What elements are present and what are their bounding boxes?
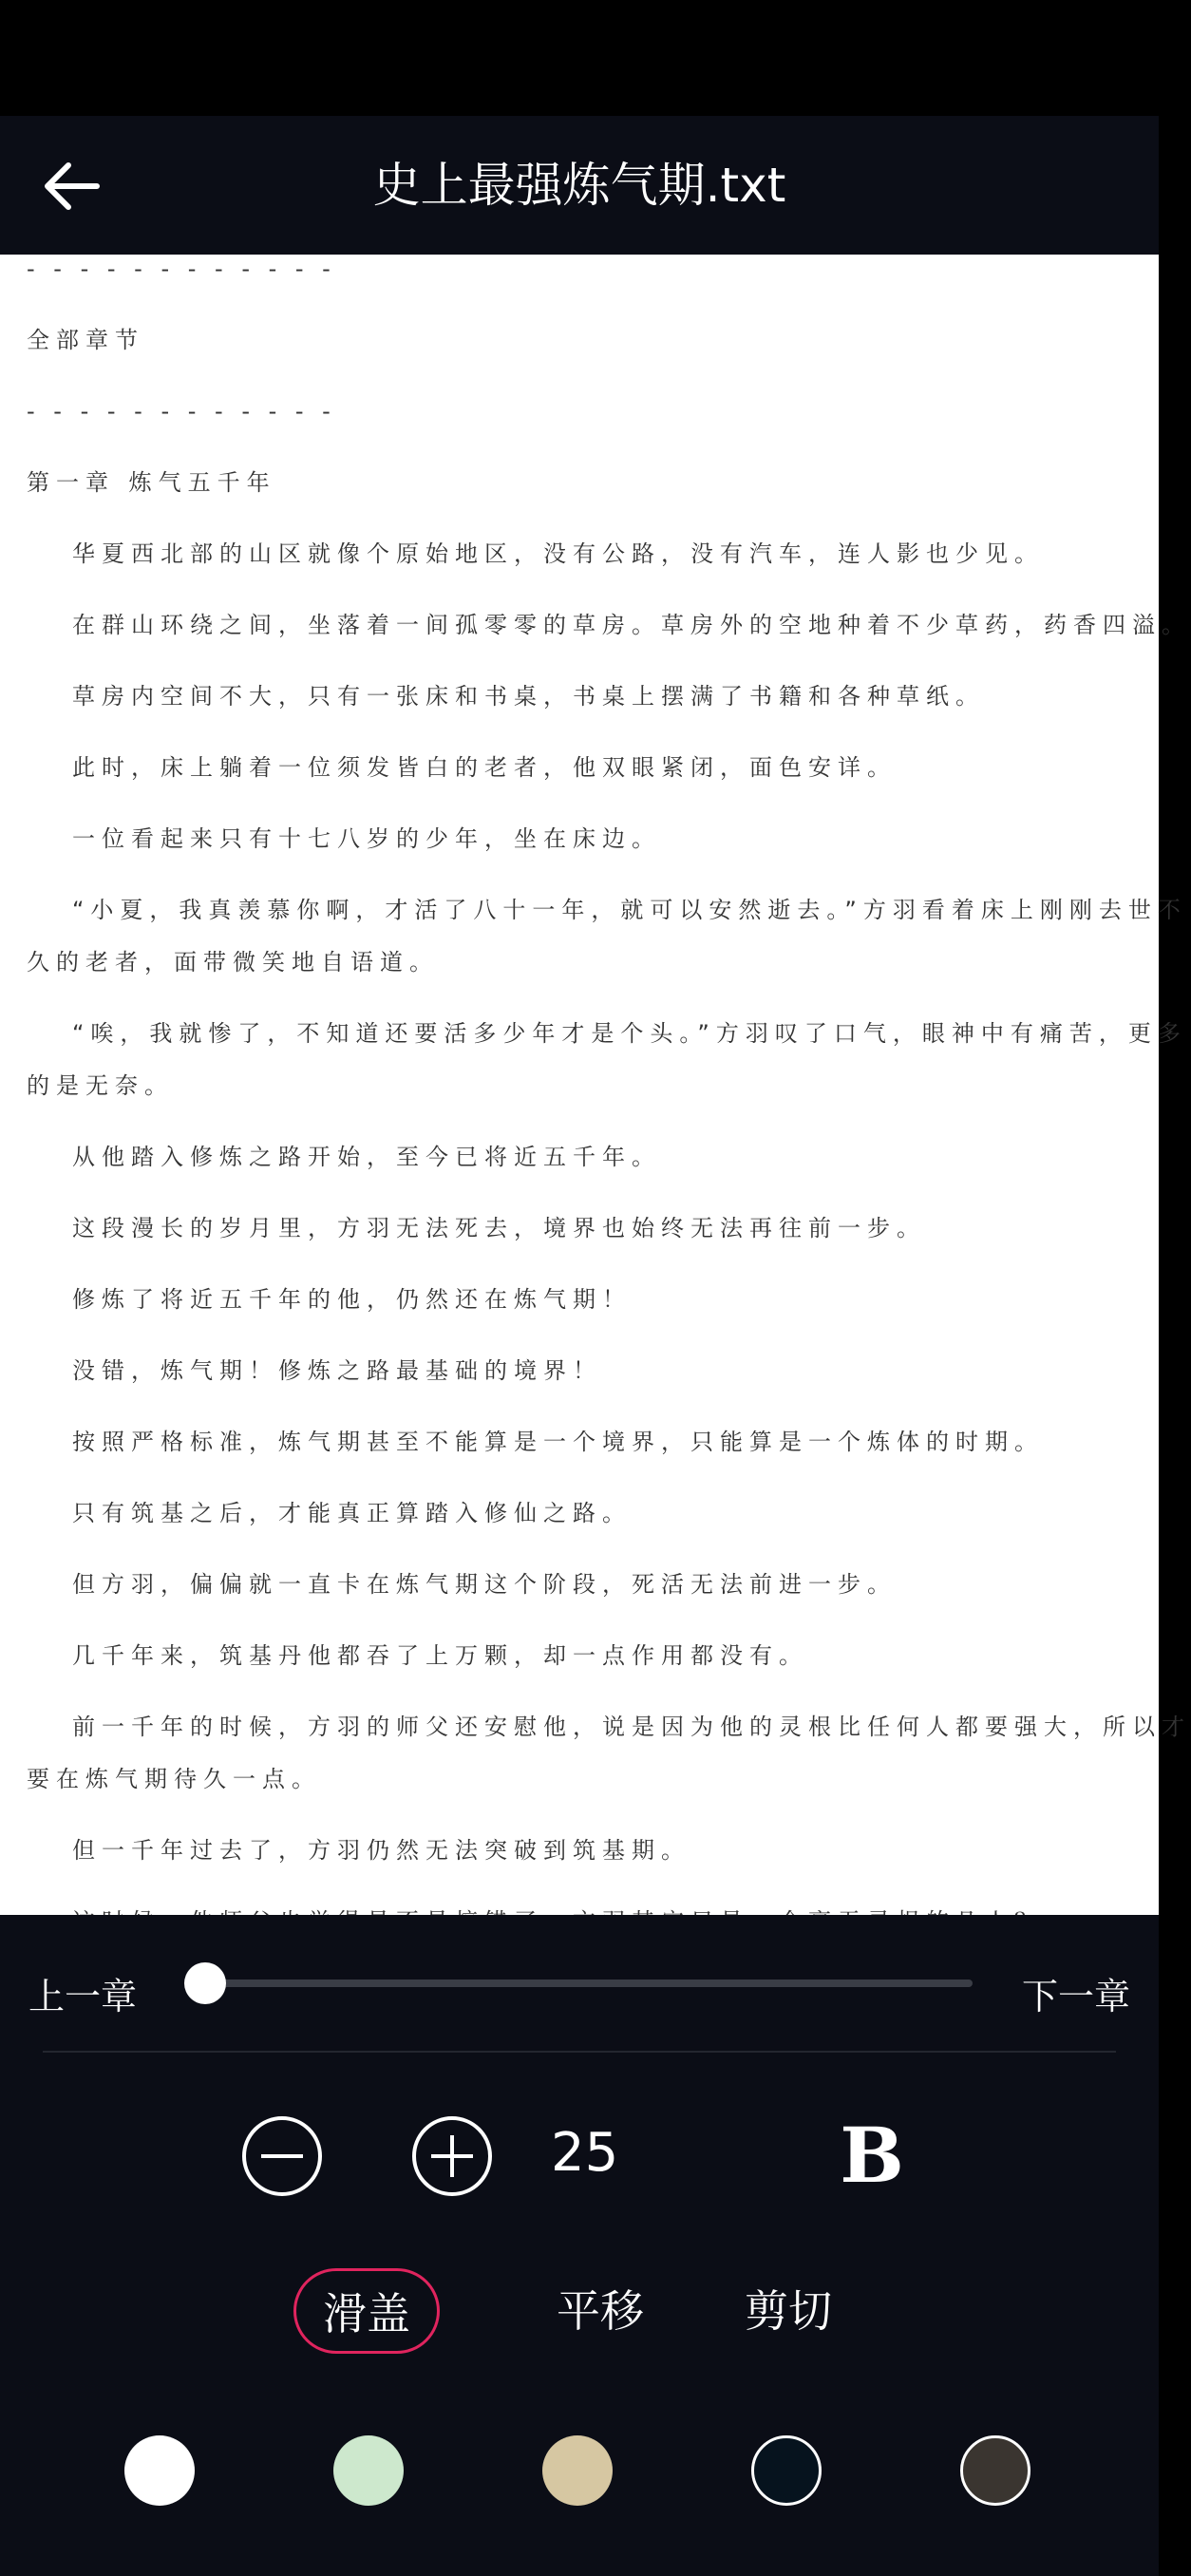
divider: [43, 2051, 1116, 2053]
theme-green-swatch[interactable]: [333, 2435, 404, 2506]
reading-settings-panel: [0, 1915, 1159, 2576]
page-anim-cut[interactable]: 剪切: [745, 2285, 832, 2337]
text-line: 没错，炼气期！修炼之路最基础的境界！: [72, 1357, 602, 1384]
text-line: 一位看起来只有十七八岁的少年，坐在床边。: [72, 825, 661, 852]
page-anim-slide-cover[interactable]: 滑盖: [293, 2268, 440, 2354]
text-line: 几千年来，筑基丹他都吞了上万颗，却一点作用都没有。: [72, 1642, 808, 1669]
text-line: “小夏，我真羡慕你啊，才活了八十一年，就可以安然逝去。”方羽看着床上刚刚去世不: [72, 897, 1187, 923]
status-bar: [0, 0, 1159, 116]
chapter-progress-slider[interactable]: [201, 1979, 973, 1987]
theme-dark-brown-swatch[interactable]: [960, 2435, 1030, 2506]
text-line: 华夏西北部的山区就像个原始地区，没有公路，没有汽车，连人影也少见。: [72, 540, 1044, 567]
text-line: 在群山环绕之间，坐落着一间孤零零的草房。草房外的空地种着不少草药，药香四溢。: [72, 612, 1191, 638]
back-arrow-icon[interactable]: [38, 152, 106, 220]
separator-line: - - - - - - - - - - - -: [27, 398, 336, 425]
plus-circle-icon[interactable]: [410, 2114, 494, 2198]
text-line: 这段漫长的岁月里，方羽无法死去，境界也始终无法再往前一步。: [72, 1215, 926, 1241]
text-line: 的是无奈。: [27, 1072, 174, 1099]
text-line: 久的老者，面带微笑地自语道。: [27, 949, 439, 975]
font-size-value: 25: [551, 2122, 619, 2184]
next-chapter-button[interactable]: 下一章: [1021, 1976, 1130, 2017]
text-line: 全部章节: [27, 327, 144, 353]
separator-line: - - - - - - - - - - - -: [27, 256, 336, 282]
minus-circle-icon[interactable]: [240, 2114, 324, 2198]
text-line: 第一章 炼气五千年: [27, 469, 276, 496]
text-line: 此时，床上躺着一位须发皆白的老者，他双眼紧闭，面色安详。: [72, 754, 897, 781]
chapter-text: [0, 234, 1191, 1958]
book-title: 史上最强炼气期.txt: [372, 158, 786, 213]
prev-chapter-button[interactable]: 上一章: [28, 1976, 138, 2017]
theme-white-swatch[interactable]: [124, 2435, 195, 2506]
theme-tan-swatch[interactable]: [542, 2435, 613, 2506]
slider-handle[interactable]: [184, 1962, 226, 2004]
text-line: 只有筑基之后，才能真正算踏入修仙之路。: [72, 1500, 632, 1526]
text-line: 前一千年的时候，方羽的师父还安慰他，说是因为他的灵根比任何人都要强大，所以才: [72, 1714, 1191, 1740]
text-line: 要在炼气期待久一点。: [27, 1766, 321, 1792]
theme-dark-blue-swatch[interactable]: [751, 2435, 822, 2506]
text-line: 修炼了将近五千年的他，仍然还在炼气期！: [72, 1286, 632, 1313]
reading-area[interactable]: [0, 255, 1191, 1915]
text-line: 但一千年过去了，方羽仍然无法突破到筑基期。: [72, 1837, 690, 1864]
text-line: 但方羽，偏偏就一直卡在炼气期这个阶段，死活无法前进一步。: [72, 1571, 897, 1598]
text-line: 从他踏入修炼之路开始，至今已将近五千年。: [72, 1144, 661, 1170]
text-line: “唉，我就惨了，不知道还要活多少年才是个头。”方羽叹了口气，眼神中有痛苦，更多: [72, 1020, 1187, 1047]
text-line: 草房内空间不大，只有一张床和书桌，书桌上摆满了书籍和各种草纸。: [72, 683, 985, 710]
page-anim-translate[interactable]: 平移: [557, 2285, 644, 2337]
text-line: 按照严格标准，炼气期甚至不能算是一个境界，只能算是一个炼体的时期。: [72, 1429, 1044, 1455]
bold-toggle-button[interactable]: B: [840, 2111, 904, 2200]
